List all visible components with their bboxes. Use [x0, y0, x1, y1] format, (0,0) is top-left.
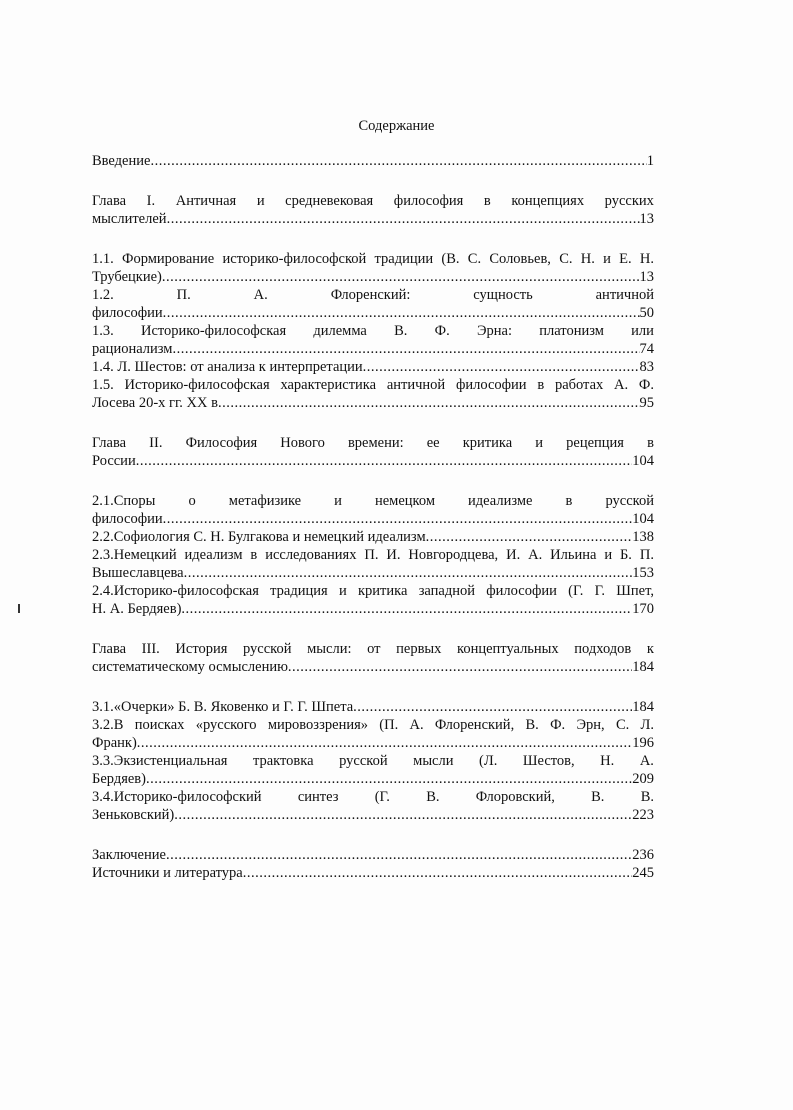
- toc-entry-text: Трубецкие): [92, 269, 162, 285]
- heading-word: В.: [426, 789, 440, 805]
- heading-word: I.: [146, 193, 156, 209]
- toc-item-first-line: [92, 322, 654, 340]
- toc-line: [92, 734, 654, 752]
- toc-page-number: 184: [632, 699, 654, 715]
- heading-word: (П.: [379, 717, 399, 733]
- heading-word: мировоззрения»: [267, 717, 369, 733]
- heading-word: Историко-философская: [124, 377, 270, 393]
- heading-word: и: [334, 493, 342, 509]
- toc-page-number: 209: [632, 771, 654, 787]
- toc-item: [92, 528, 654, 546]
- heading-word: Глава: [92, 641, 127, 657]
- leader-dots: [167, 210, 640, 228]
- toc-line: [92, 698, 654, 716]
- toc-page-number: 196: [632, 735, 654, 751]
- heading-word: критика: [462, 435, 513, 451]
- toc-item: [92, 492, 654, 528]
- toc-item-first-line: [92, 492, 654, 510]
- heading-word: немецком: [374, 493, 435, 509]
- heading-word: Флоренский,: [434, 717, 515, 733]
- leader-dots: [136, 452, 633, 470]
- heading-word: о: [188, 493, 196, 509]
- heading-word: «русского: [195, 717, 257, 733]
- heading-word: метафизике: [228, 493, 302, 509]
- heading-word: от: [367, 641, 381, 657]
- heading-word: философии: [486, 583, 557, 599]
- toc-entry-intro: [92, 152, 654, 170]
- toc-item-first-line: [92, 716, 654, 734]
- heading-word: В.: [640, 789, 654, 805]
- heading-word: Ф.: [638, 377, 654, 393]
- heading-word: историко-философской: [222, 251, 367, 267]
- heading-word: античной: [386, 377, 446, 393]
- heading-word: первых: [396, 641, 442, 657]
- heading-word: 1.5.: [92, 377, 114, 393]
- toc-item-first-line: [92, 752, 654, 770]
- heading-word: Философия: [185, 435, 258, 451]
- heading-word: С.: [559, 251, 573, 267]
- heading-word: трактовка: [252, 753, 314, 769]
- toc-entry-text: России: [92, 453, 136, 469]
- heading-word: П.: [176, 287, 191, 303]
- heading-word: 3.4.Историко-философский: [92, 789, 262, 805]
- heading-word: Глава: [92, 193, 127, 209]
- heading-word: Эрн,: [576, 717, 605, 733]
- heading-word: поисках: [134, 717, 185, 733]
- heading-word: А.: [639, 753, 654, 769]
- heading-word: Историко-философская: [140, 323, 287, 339]
- chapter1-heading: [92, 192, 654, 210]
- toc-item: [92, 250, 654, 286]
- toc-item: [92, 582, 654, 618]
- toc-page-number: 13: [639, 211, 654, 227]
- toc-item: [92, 358, 654, 376]
- toc-page-number: 83: [639, 359, 654, 375]
- heading-word: Шпет,: [616, 583, 654, 599]
- heading-word: Нового: [280, 435, 325, 451]
- heading-word: философии: [455, 377, 527, 393]
- toc-entry-text: 3.1.«Очерки» Б. В. Яковенко и Г. Г. Шпета: [92, 699, 354, 715]
- chapter2-heading-tail: [92, 452, 654, 470]
- heading-word: концепциях: [511, 193, 585, 209]
- heading-word: философия: [393, 193, 464, 209]
- heading-word: Эрна:: [476, 323, 513, 339]
- toc-line: [92, 510, 654, 528]
- heading-word: рецепция: [566, 435, 624, 451]
- toc-line: [92, 600, 654, 618]
- heading-word: Глава: [92, 435, 127, 451]
- toc-entry-text: Лосева 20-х гг. XX в: [92, 395, 218, 411]
- heading-word: ее: [426, 435, 440, 451]
- chapter2-items: [92, 492, 654, 618]
- heading-word: мысли: [413, 753, 454, 769]
- heading-word: III.: [141, 641, 160, 657]
- toc-entry-sources: [92, 864, 654, 882]
- heading-word: в: [647, 435, 654, 451]
- toc-item: [92, 286, 654, 322]
- heading-word: дилемма: [313, 323, 367, 339]
- toc-entry-text: рационализм: [92, 341, 173, 357]
- toc-item: [92, 322, 654, 358]
- heading-word: В.: [394, 323, 408, 339]
- heading-word: исследованиях: [265, 547, 357, 563]
- heading-word: античной: [595, 287, 654, 303]
- toc-item: [92, 698, 654, 716]
- toc-line: [92, 770, 654, 788]
- heading-word: Шестов,: [522, 753, 575, 769]
- heading-word: традиция: [270, 583, 328, 599]
- heading-word: западной: [418, 583, 476, 599]
- toc-entry-text: мыслителей: [92, 211, 167, 227]
- heading-word: подходов: [574, 641, 632, 657]
- toc-line: [92, 806, 654, 824]
- leader-dots: [218, 394, 640, 412]
- toc-page-number: 236: [632, 847, 654, 863]
- toc-line: [92, 528, 654, 546]
- toc-item-first-line: [92, 250, 654, 268]
- heading-word: 3.2.В: [92, 717, 124, 733]
- toc-item-first-line: [92, 788, 654, 806]
- heading-word: (Г.: [568, 583, 584, 599]
- heading-word: или: [631, 323, 654, 339]
- toc-page-number: 223: [632, 807, 654, 823]
- toc-page-number: 245: [632, 865, 654, 881]
- heading-word: С.: [467, 251, 482, 267]
- heading-word: П.: [639, 547, 654, 563]
- heading-word: и: [535, 435, 544, 451]
- toc-entry-text: 1.4. Л. Шестов: от анализа к интерпретации: [92, 359, 363, 375]
- toc-entry-conclusion: [92, 846, 654, 864]
- toc-item: [92, 546, 654, 582]
- toc-line: [92, 268, 654, 286]
- chapter3-items: [92, 698, 654, 824]
- heading-word: II.: [149, 435, 163, 451]
- leader-dots: [163, 510, 633, 528]
- heading-word: 2.3.Немецкий: [92, 547, 177, 563]
- heading-word: в: [565, 493, 573, 509]
- heading-word: (Г.: [374, 789, 390, 805]
- heading-word: Г.: [594, 583, 605, 599]
- toc-item: [92, 788, 654, 824]
- heading-word: С.: [615, 717, 630, 733]
- heading-word: мысли:: [307, 641, 352, 657]
- chapter1-heading-tail: [92, 210, 654, 228]
- toc-line: [92, 358, 654, 376]
- heading-word: Н.: [639, 251, 654, 267]
- heading-word: платонизм: [539, 323, 604, 339]
- toc-line: [92, 564, 654, 582]
- heading-word: русской: [243, 641, 292, 657]
- heading-word: В.: [591, 789, 605, 805]
- heading-word: Н.: [580, 251, 595, 267]
- heading-word: 1.3.: [92, 323, 114, 339]
- heading-word: идеализме: [468, 493, 533, 509]
- heading-word: в: [483, 193, 491, 209]
- heading-word: Е.: [619, 251, 632, 267]
- heading-word: Ильина: [550, 547, 597, 563]
- heading-word: сущность: [473, 287, 533, 303]
- heading-word: История: [175, 641, 228, 657]
- toc-item-first-line: [92, 582, 654, 600]
- toc-entry-text: 2.2.Софиология С. Н. Булгакова и немецкий идеализм: [92, 529, 426, 545]
- heading-word: в: [250, 547, 258, 563]
- toc-entry-text: Источники и литература: [92, 865, 243, 881]
- toc-item: [92, 752, 654, 788]
- leader-dots: [174, 806, 632, 824]
- toc-line: [92, 340, 654, 358]
- toc-entry-text: Введение: [92, 153, 151, 169]
- leader-dots: [288, 658, 632, 676]
- heading-word: и: [604, 547, 613, 563]
- heading-word: и: [256, 193, 265, 209]
- heading-word: Л.: [640, 717, 654, 733]
- leader-dots: [184, 564, 633, 582]
- toc-page-number: 104: [632, 453, 654, 469]
- heading-word: И.: [506, 547, 521, 563]
- heading-word: Ф.: [434, 323, 450, 339]
- heading-word: А.: [528, 547, 543, 563]
- heading-word: 2.4.Историко-философская: [92, 583, 259, 599]
- chapter3-heading-tail: [92, 658, 654, 676]
- toc-page-number: 74: [639, 341, 654, 357]
- heading-word: идеализм: [184, 547, 243, 563]
- heading-word: концептуальных: [457, 641, 559, 657]
- toc-line: [92, 304, 654, 322]
- heading-word: 1.2.: [92, 287, 114, 303]
- heading-word: Флоренский:: [330, 287, 411, 303]
- heading-word: Б.: [619, 547, 632, 563]
- toc-page-number: 104: [632, 511, 654, 527]
- toc-entry-text: Заключение: [92, 847, 166, 863]
- leader-dots: [172, 340, 639, 358]
- toc-page-number: 13: [639, 269, 654, 285]
- heading-word: Новгородцева,: [408, 547, 499, 563]
- toc-entry-text: Вышеславцева: [92, 565, 184, 581]
- margin-mark: [18, 604, 20, 613]
- heading-word: критика: [358, 583, 408, 599]
- heading-word: русской: [605, 493, 654, 509]
- leader-dots: [137, 734, 632, 752]
- heading-word: Античная: [175, 193, 237, 209]
- heading-word: И.: [386, 547, 401, 563]
- leader-dots: [353, 698, 632, 716]
- leader-dots: [162, 268, 640, 286]
- toc-item: [92, 716, 654, 752]
- toc-entry-text: Франк): [92, 735, 137, 751]
- heading-word: русской: [339, 753, 388, 769]
- heading-word: Формирование: [122, 251, 215, 267]
- table-of-contents: [92, 152, 654, 882]
- heading-word: (Л.: [479, 753, 498, 769]
- toc-entry-text: Зеньковский): [92, 807, 175, 823]
- heading-word: и: [338, 583, 347, 599]
- heading-word: к: [646, 641, 654, 657]
- heading-word: 1.1.: [92, 251, 114, 267]
- heading-word: традиции: [374, 251, 434, 267]
- leader-dots: [150, 152, 646, 170]
- leader-dots: [146, 770, 632, 788]
- toc-page-number: 50: [639, 305, 654, 321]
- heading-word: Соловьев,: [489, 251, 551, 267]
- toc-entry-text: Бердяев): [92, 771, 146, 787]
- heading-word: Н.: [600, 753, 615, 769]
- toc-page-number: 170: [632, 601, 654, 617]
- toc-page-number: 153: [632, 565, 654, 581]
- heading-word: русских: [604, 193, 654, 209]
- heading-word: П.: [364, 547, 379, 563]
- toc-line: [92, 394, 654, 412]
- chapter1-items: [92, 250, 654, 412]
- toc-entry-text: Н. А. Бердяев): [92, 601, 182, 617]
- toc-page-number: 184: [632, 659, 654, 675]
- toc-entry-text: систематическому осмыслению: [92, 659, 288, 675]
- heading-word: синтез: [297, 789, 339, 805]
- page-title: Содержание: [358, 118, 435, 134]
- heading-word: характеристика: [280, 377, 377, 393]
- toc-item: [92, 376, 654, 412]
- heading-word: Флоровский,: [475, 789, 555, 805]
- leader-dots: [243, 864, 633, 882]
- leader-dots: [163, 304, 640, 322]
- chapter2-heading: [92, 434, 654, 452]
- toc-page-number: 138: [632, 529, 654, 545]
- leader-dots: [426, 528, 633, 546]
- heading-word: 3.3.Экзистенциальная: [92, 753, 228, 769]
- heading-word: средневековая: [285, 193, 374, 209]
- toc-page-number: 95: [639, 395, 654, 411]
- chapter3-heading: [92, 640, 654, 658]
- heading-word: и: [603, 251, 611, 267]
- heading-word: Ф.: [550, 717, 566, 733]
- heading-word: работах: [554, 377, 604, 393]
- heading-word: В.: [525, 717, 539, 733]
- leader-dots: [363, 358, 640, 376]
- toc-item-first-line: [92, 376, 654, 394]
- heading-word: А.: [614, 377, 629, 393]
- leader-dots: [181, 600, 632, 618]
- toc-page-number: 1: [646, 153, 654, 169]
- toc-entry-text: философии: [92, 511, 163, 527]
- heading-word: А.: [409, 717, 424, 733]
- heading-word: времени:: [347, 435, 404, 451]
- heading-word: в: [537, 377, 545, 393]
- toc-item-first-line: [92, 286, 654, 304]
- heading-word: (В.: [441, 251, 460, 267]
- toc-item-first-line: [92, 546, 654, 564]
- leader-dots: [166, 846, 632, 864]
- heading-word: А.: [253, 287, 268, 303]
- toc-entry-text: философии: [92, 305, 163, 321]
- heading-word: 2.1.Споры: [92, 493, 156, 509]
